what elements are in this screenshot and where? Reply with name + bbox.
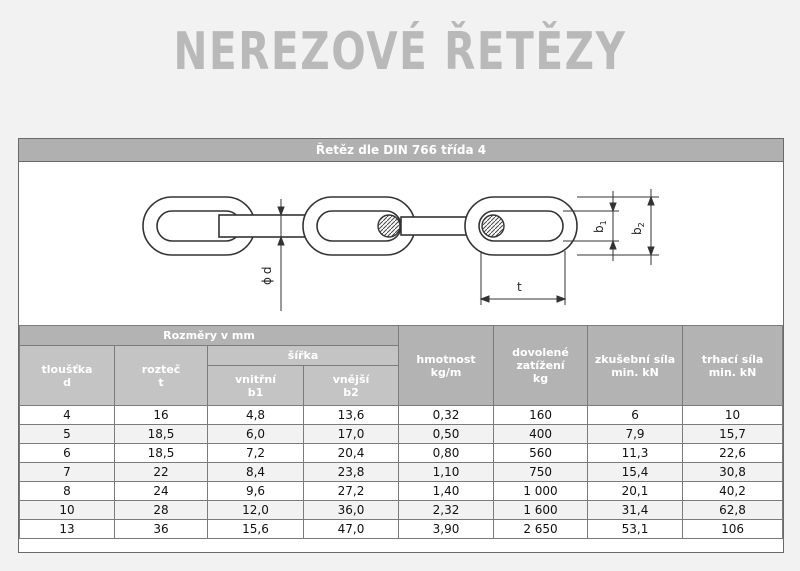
dimension-t [481, 251, 565, 305]
dimension-t-label: t [517, 280, 522, 294]
table-row [20, 482, 783, 501]
table-cell: 6,0 [208, 425, 304, 444]
dimension-b1-label: $b_1$ [592, 220, 608, 233]
col-header-tloustka: tloušťka d [20, 346, 115, 406]
group-header-dimensions: Rozměry v mm [20, 326, 399, 346]
table-cell: 750 [494, 463, 588, 482]
col-header-roztec: rozteč t [115, 346, 208, 406]
table-cell: 160 [494, 406, 588, 425]
table-cell: 24 [115, 482, 208, 501]
table-cell: 8,4 [208, 463, 304, 482]
table-cell: 53,1 [588, 520, 683, 539]
table-cell: 106 [683, 520, 783, 539]
table-cell: 13 [20, 520, 115, 539]
table-cell: 17,0 [304, 425, 399, 444]
table-cell: 6 [20, 444, 115, 463]
col-header-vnejsi: vnější b2 [304, 366, 399, 406]
table-cell: 560 [494, 444, 588, 463]
table-cell: 7 [20, 463, 115, 482]
col-header-trhaci-sila: trhací síla min. kN [683, 326, 783, 406]
table-row [20, 425, 783, 444]
table-cell: 5 [20, 425, 115, 444]
table-cell: 9,6 [208, 482, 304, 501]
table-cell: 40,2 [683, 482, 783, 501]
wire-section-middle [378, 215, 400, 237]
page-title: NEREZOVÉ ŘETĚZY [173, 22, 627, 82]
table-cell: 10 [683, 406, 783, 425]
table-cell: 15,7 [683, 425, 783, 444]
table-cell: 27,2 [304, 482, 399, 501]
table-cell: 18,5 [115, 425, 208, 444]
table-row [20, 463, 783, 482]
table-cell: 22,6 [683, 444, 783, 463]
table-cell: 3,90 [399, 520, 494, 539]
spec-sheet [18, 138, 784, 553]
table-cell: 16 [115, 406, 208, 425]
table-cell: 13,6 [304, 406, 399, 425]
table-cell: 36,0 [304, 501, 399, 520]
table-cell: 28 [115, 501, 208, 520]
table-cell: 20,1 [588, 482, 683, 501]
table-cell: 10 [20, 501, 115, 520]
col-header-hmotnost: hmotnost kg/m [399, 326, 494, 406]
drawing-caption: Řetěz dle DIN 766 třída 4 [19, 139, 783, 162]
group-header-sirka: šířka [208, 346, 399, 366]
table-cell: 400 [494, 425, 588, 444]
table-cell: 0,50 [399, 425, 494, 444]
col-header-zkusebni-sila: zkušební síla min. kN [588, 326, 683, 406]
table-cell: 4,8 [208, 406, 304, 425]
dimension-d-label: ϕd [260, 266, 274, 285]
col-header-vnitrni: vnitřní b1 [208, 366, 304, 406]
chain-spec-table [19, 325, 783, 539]
table-cell: 62,8 [683, 501, 783, 520]
table-cell: 1,10 [399, 463, 494, 482]
table-row [20, 501, 783, 520]
table-cell: 1 600 [494, 501, 588, 520]
table-cell: 1,40 [399, 482, 494, 501]
table-cell: 47,0 [304, 520, 399, 539]
table-cell: 0,80 [399, 444, 494, 463]
col-header-zatizeni: dovolené zatížení kg [494, 326, 588, 406]
table-cell: 36 [115, 520, 208, 539]
table-cell: 2,32 [399, 501, 494, 520]
table-cell: 23,8 [304, 463, 399, 482]
table-cell: 30,8 [683, 463, 783, 482]
table-cell: 7,2 [208, 444, 304, 463]
dimension-b2 [577, 189, 659, 265]
table-cell: 11,3 [588, 444, 683, 463]
table-cell: 31,4 [588, 501, 683, 520]
chain-drawing [19, 161, 782, 323]
table-cell: 1 000 [494, 482, 588, 501]
table-cell: 12,0 [208, 501, 304, 520]
table-row [20, 520, 783, 539]
table-cell: 18,5 [115, 444, 208, 463]
table-cell: 4 [20, 406, 115, 425]
table-cell: 2 650 [494, 520, 588, 539]
wire-section-right [482, 215, 504, 237]
table-row [20, 406, 783, 425]
table-cell: 0,32 [399, 406, 494, 425]
table-cell: 6 [588, 406, 683, 425]
table-cell: 15,4 [588, 463, 683, 482]
table-cell: 15,6 [208, 520, 304, 539]
dimension-b2-label: $b_2$ [630, 222, 646, 235]
table-cell: 22 [115, 463, 208, 482]
table-cell: 7,9 [588, 425, 683, 444]
table-cell: 8 [20, 482, 115, 501]
table-cell: 20,4 [304, 444, 399, 463]
table-row [20, 444, 783, 463]
